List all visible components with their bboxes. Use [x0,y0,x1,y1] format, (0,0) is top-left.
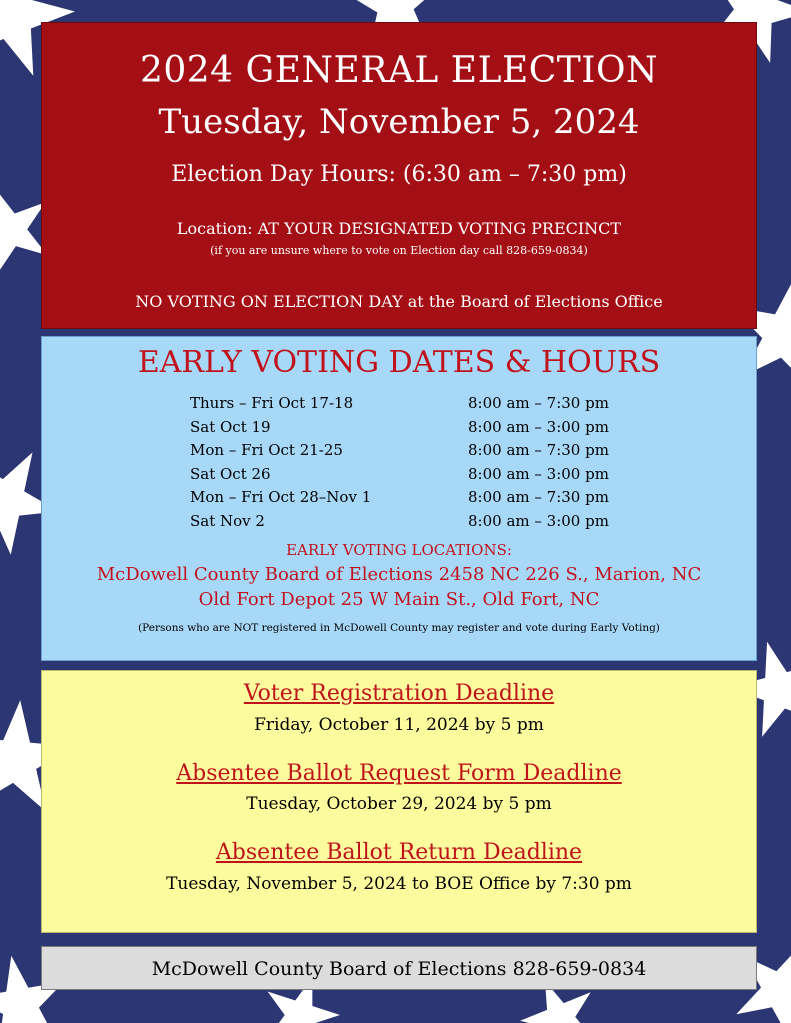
schedule-days: Thurs – Fri Oct 17-18 [190,394,354,412]
early-voting-panel [41,336,757,661]
election-title: 2024 GENERAL ELECTION [139,50,659,91]
absentee-return-deadline-date: Tuesday, November 5, 2024 to BOE Office by 7:30 pm [166,874,632,894]
footer-contact: McDowell County Board of Elections 828-659-0834 [41,946,757,990]
schedule-row [190,392,650,416]
election-day-hours: Election Day Hours: (6:30 am – 7:30 pm) [171,162,627,187]
absentee-return-deadline-title: Absentee Ballot Return Deadline [215,840,583,865]
schedule-time: 8:00 am – 3:00 pm [468,417,609,436]
early-voting-location-2: Old Fort Depot 25 W Main St., Old Fort, NC [198,589,600,610]
voter-registration-deadline-date: Friday, October 11, 2024 by 5 pm [254,715,544,735]
voter-registration-deadline-title: Voter Registration Deadline [243,681,555,706]
early-voting-locations-label: EARLY VOTING LOCATIONS: [286,541,512,559]
location-note: (if you are unsure where to vote on Election day call 828-659-0834) [210,244,588,257]
schedule-time: 8:00 am – 3:00 pm [468,464,609,483]
schedule-days: Sat Oct 19 [190,417,271,436]
absentee-request-deadline-title: Absentee Ballot Request Form Deadline [176,761,622,786]
no-voting-notice: NO VOTING ON ELECTION DAY at the Board of Elections Office [135,292,663,311]
schedule-row [190,416,650,440]
schedule-time: 8:00 am – 3:00 pm [468,511,609,530]
schedule-row [190,463,650,487]
schedule-row [190,439,650,463]
early-voting-schedule [190,392,650,533]
election-date: Tuesday, November 5, 2024 [158,102,640,142]
early-voting-heading: EARLY VOTING DATES & HOURS [137,345,661,380]
election-day-panel [41,22,757,329]
schedule-days: Mon – Fri Oct 21-25 [190,441,343,459]
schedule-days: Sat Oct 26 [190,464,271,483]
schedule-row [190,510,650,534]
registration-note: (Persons who are NOT registered in McDowell County may register and vote during Early Voting) [138,622,660,634]
early-voting-location-1: McDowell County Board of Elections 2458 NC 226 S., Marion, NC [96,564,702,585]
deadlines-panel [41,670,757,933]
schedule-time: 8:00 am – 7:30 pm [468,488,609,506]
voting-location: Location: AT YOUR DESIGNATED VOTING PRECINCT [176,219,622,238]
schedule-time: 8:00 am – 7:30 pm [468,441,609,459]
schedule-row [190,486,650,510]
absentee-request-deadline-date: Tuesday, October 29, 2024 by 5 pm [246,794,552,814]
schedule-days: Mon – Fri Oct 28–Nov 1 [190,488,372,506]
schedule-days: Sat Nov 2 [190,511,265,530]
schedule-time: 8:00 am – 7:30 pm [468,394,609,412]
